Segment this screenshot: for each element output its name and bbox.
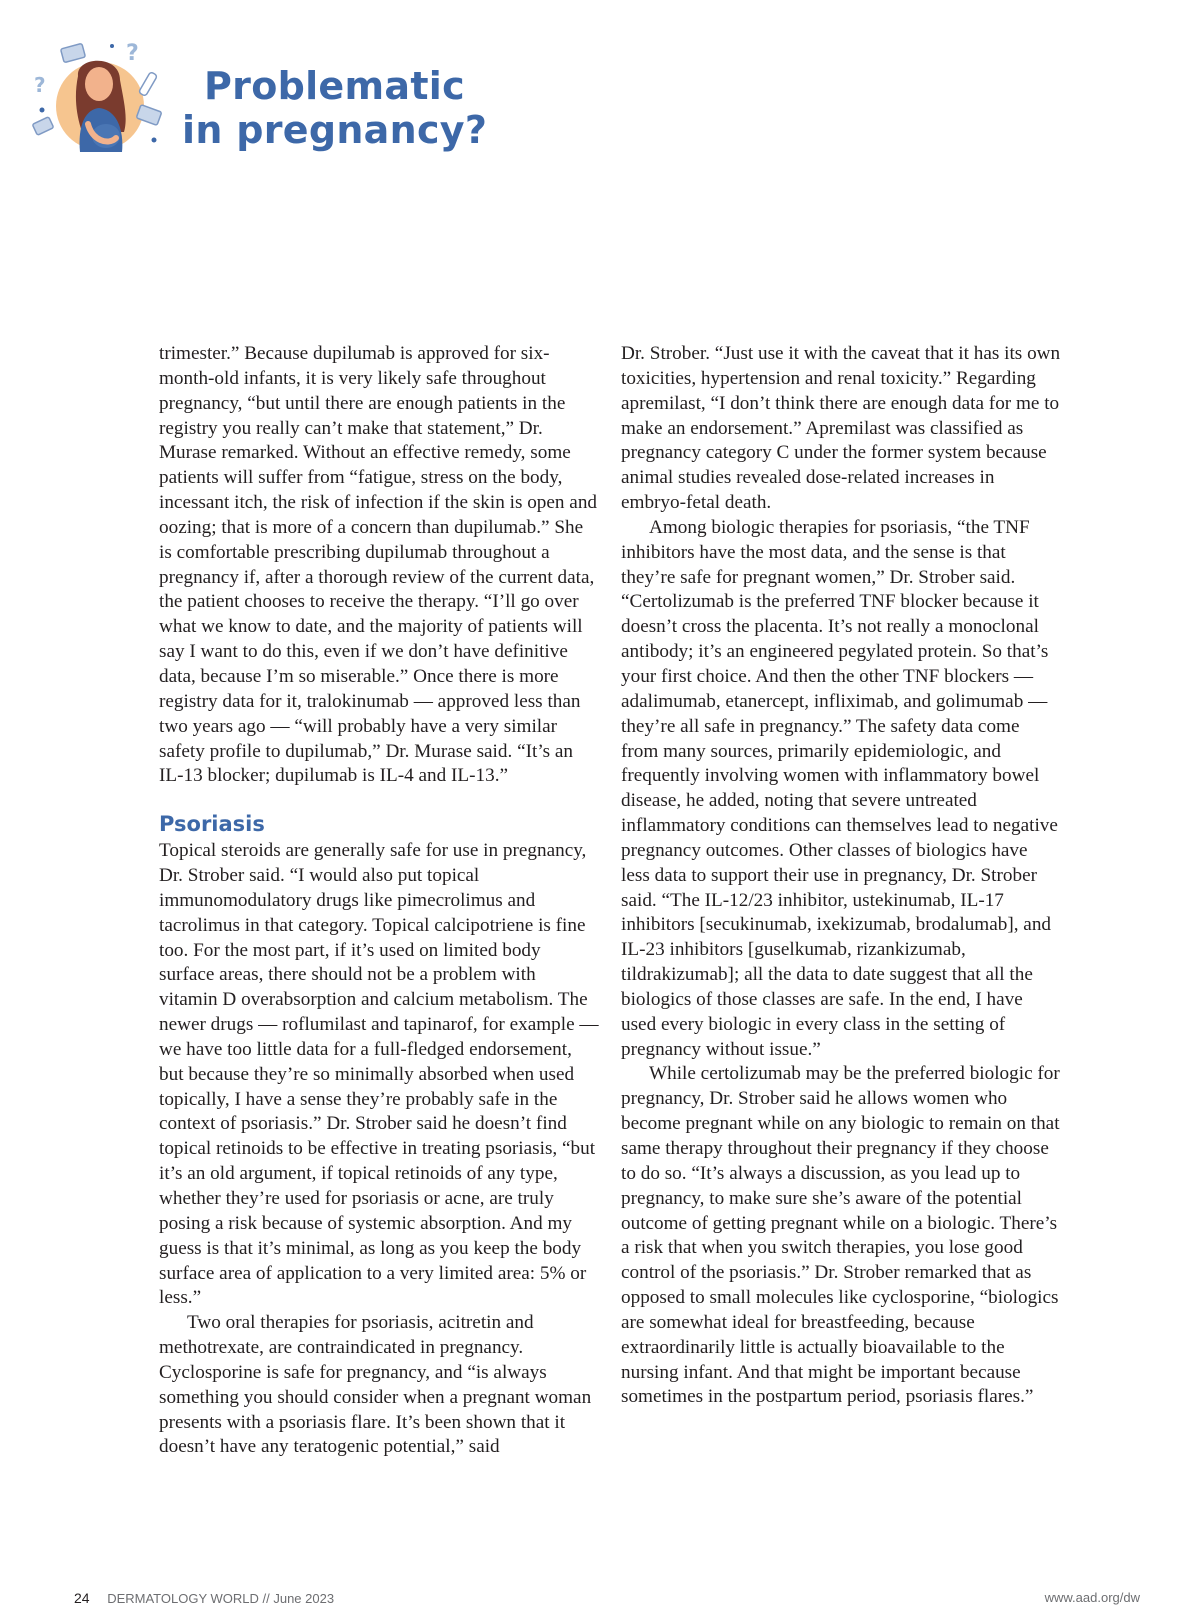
paragraph-apremilast: Dr. Strober. “Just use it with the caveat that it has its own toxicities, hypertension and renal toxicity.” Regarding apremilast, “I don’t think there are enough data for me to make an endorsement.” Apremilast was classified as pregnancy category C under the former system because animal studies revealed dose-related increases in embryo-fetal death.	[621, 343, 1061, 514]
paragraph-oral-therapies: Two oral therapies for psoriasis, acitretin and methotrexate, are contraindicated in pregnancy. Cyclosporine is safe for pregnancy, and “is always something you should consider when a pregnant woman presents with a psoriasis flare. It’s been shown that it doesn’t have any teratogenic potential,” said	[159, 1312, 592, 1458]
page-number: 24	[74, 1590, 90, 1606]
paragraph-biologics: Among biologic therapies for psoriasis, “the TNF inhibitors have the most data, and the sense is that they’re safe for pregnant women,” Dr. Strober said. “Certolizumab is the preferred TNF blocker because it doesn’t cross the placenta. It’s not really a monoclonal antibody; it’s an engineered pegylated protein. So that’s your first choice. And then the other TNF blockers — adalimumab, etanercept, infliximab, and golimumab — they’re all safe in pregnancy.” The safety data come from many sources, primarily epidemiologic, and frequently involving women with inflammatory bowel disease, he added, noting that severe untreated inflammatory conditions can themselves lead to negative pregnancy outcomes. Other classes of biologics have less data to support their use in pregnancy, Dr. Strober said. “The IL-12/23 inhibitor, ustekinumab, IL-17 inhibitors [secukinumab, ixekizumab, brodalumab], and IL-23 inhibitors [guselkumab, rizankizumab, tildrakizumab]; all the data to date suggest that all the biologics of those classes are safe. In the end, I have used every biologic in every class in the setting of pregnancy without issue.”	[621, 516, 1058, 1060]
right-column	[621, 342, 1061, 1410]
pill-pack-icon	[32, 117, 53, 135]
page-footer	[74, 1590, 1140, 1606]
title-line-1: Problematic	[204, 64, 465, 108]
page-title	[182, 64, 487, 152]
paragraph-topical-therapies: Topical steroids are generally safe for use in pregnancy, Dr. Strober said. “I would also put topical immunomodulatory drugs like pimecrolimus and tacrolimus in that category. Topical calcipotriene is fine too. For the most part, if it’s used on limited body surface areas, there should not be a problem with vitamin D overabsorption and calcium metabolism. The newer drugs — roflumilast and tapinarof, for example — we have too little data for a full-fledged endorsement, but because they’re so minimally absorbed when used topically, I have a sense they’re probably safe in the context of psoriasis.” Dr. Strober said he doesn’t find topical retinoids to be effective in treating psoriasis, “but it’s an old argument, if topical retinoids of any type, whether they’re used for psoriasis or acne, are truly posing a risk because of systemic absorption. And my guess is that it’s minimal, as long as you keep the body surface area of application to a very limited area: 5% or less.”	[159, 840, 599, 1309]
sparkle-dot	[40, 108, 45, 113]
sparkle-dot	[110, 44, 114, 48]
question-mark-icon: ?	[126, 41, 139, 66]
face-shape	[85, 67, 113, 101]
pill-pack-icon	[61, 43, 86, 62]
paragraph-dupilumab: trimester.” Because dupilumab is approved for six-month-old infants, it is very likely safe throughout pregnancy, “but until there are enough patients in the registry you really can’t make that statement,” Dr. Murase remarked. Without an effective remedy, some patients will suffer from “fatigue, stress on the body, incessant itch, the risk of infection if the skin is open and oozing; that is more of a concern than dupilumab.” She is comfortable prescribing dupilumab throughout a pregnancy if, after a thorough review of the current data, the patient chooses to receive the therapy. “I’ll go over what we know to date, and the majority of patients will say I want to do this, even if we don’t have definitive data, because I’m so miserable.” Once there is more registry data for it, tralokinumab — approved less than two years ago — “will probably have a very similar safety profile to dupilumab,” Dr. Murase said. “It’s an IL-13 blocker; dupilumab is IL-4 and IL-13.”	[159, 343, 598, 787]
footer-url: www.aad.org/dw	[1044, 1590, 1140, 1605]
paragraph-breastfeeding: While certolizumab may be the preferred biologic for pregnancy, Dr. Strober said he allows women who become pregnant while on any biologic to remain on that same therapy throughout their pregnancy if they choose to do so. “It’s always a discussion, as you lead up to pregnancy, to make sure she’s aware of the potential outcome of getting pregnant while on a biologic. There’s a risk that when you switch therapies, you lose good control of the psoriasis.” Dr. Strober remarked that as opposed to small molecules like cyclosporine, “biologics are somewhat ideal for breastfeeding, because extraordinarily little is actually bioavailable to the nursing infant. And that might be important because sometimes in the postpartum period, psoriasis flares.”	[621, 1063, 1060, 1408]
tube-icon	[139, 72, 158, 97]
title-line-2: in pregnancy?	[182, 108, 488, 152]
publication-name: DERMATOLOGY WORLD // June 2023	[107, 1591, 335, 1606]
pregnancy-illustration-icon	[28, 36, 168, 156]
sparkle-dot	[152, 138, 157, 143]
section-heading-psoriasis: Psoriasis	[159, 812, 265, 837]
left-column	[159, 342, 599, 1460]
question-mark-icon: ?	[34, 73, 46, 97]
